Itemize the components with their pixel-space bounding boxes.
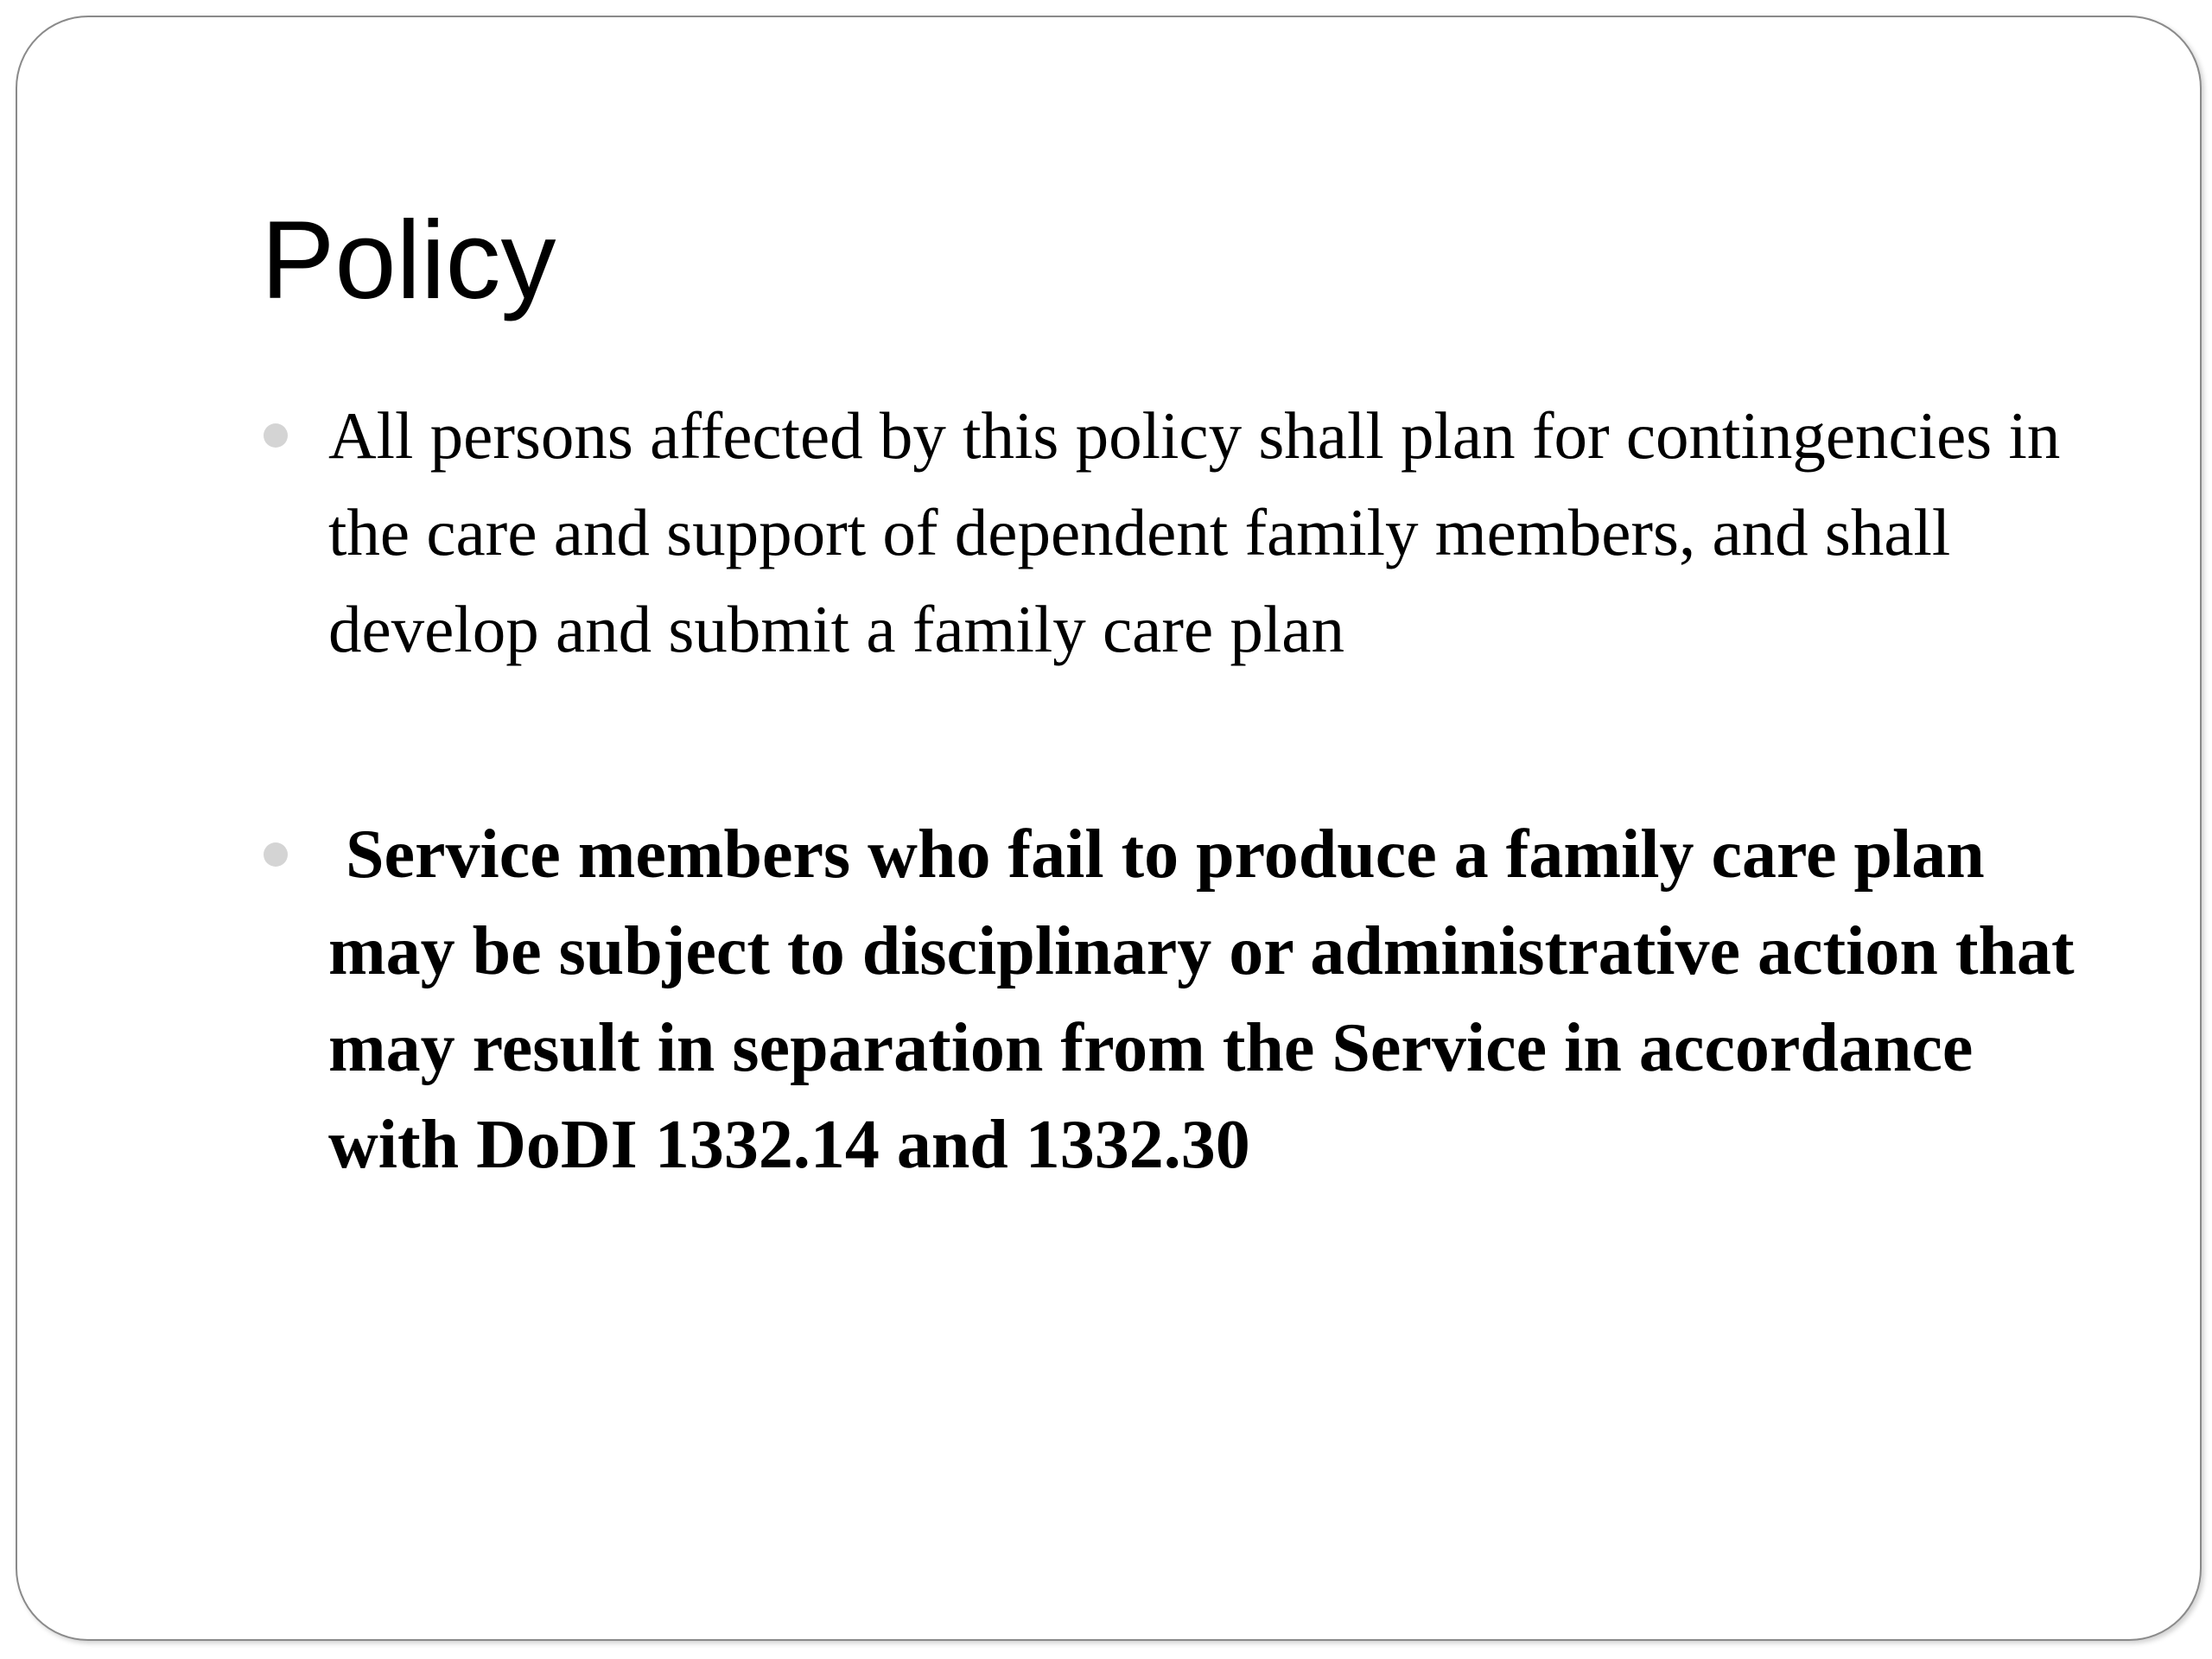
bullet-dot-icon — [264, 423, 288, 448]
slide-frame — [16, 16, 2202, 1641]
bullet-list-item-1 — [328, 387, 2108, 677]
bullet-item — [328, 806, 2108, 1193]
bullet-dot-icon — [264, 842, 288, 867]
bullet-text: Service members who fail to produce a family care plan may be subject to disciplinary or administrative action that may result in separation from the Service in accordance with DoDI 1332.14 and 1332.30 — [328, 817, 2075, 1183]
bullet-list-item-2 — [328, 806, 2108, 1193]
bullet-text: All persons affected by this policy shall plan for contingencies in the care and support of dependent family members, and shall develop and submit a family care plan — [328, 398, 2061, 666]
bullet-item — [328, 387, 2108, 677]
slide-title: Policy — [261, 199, 556, 322]
